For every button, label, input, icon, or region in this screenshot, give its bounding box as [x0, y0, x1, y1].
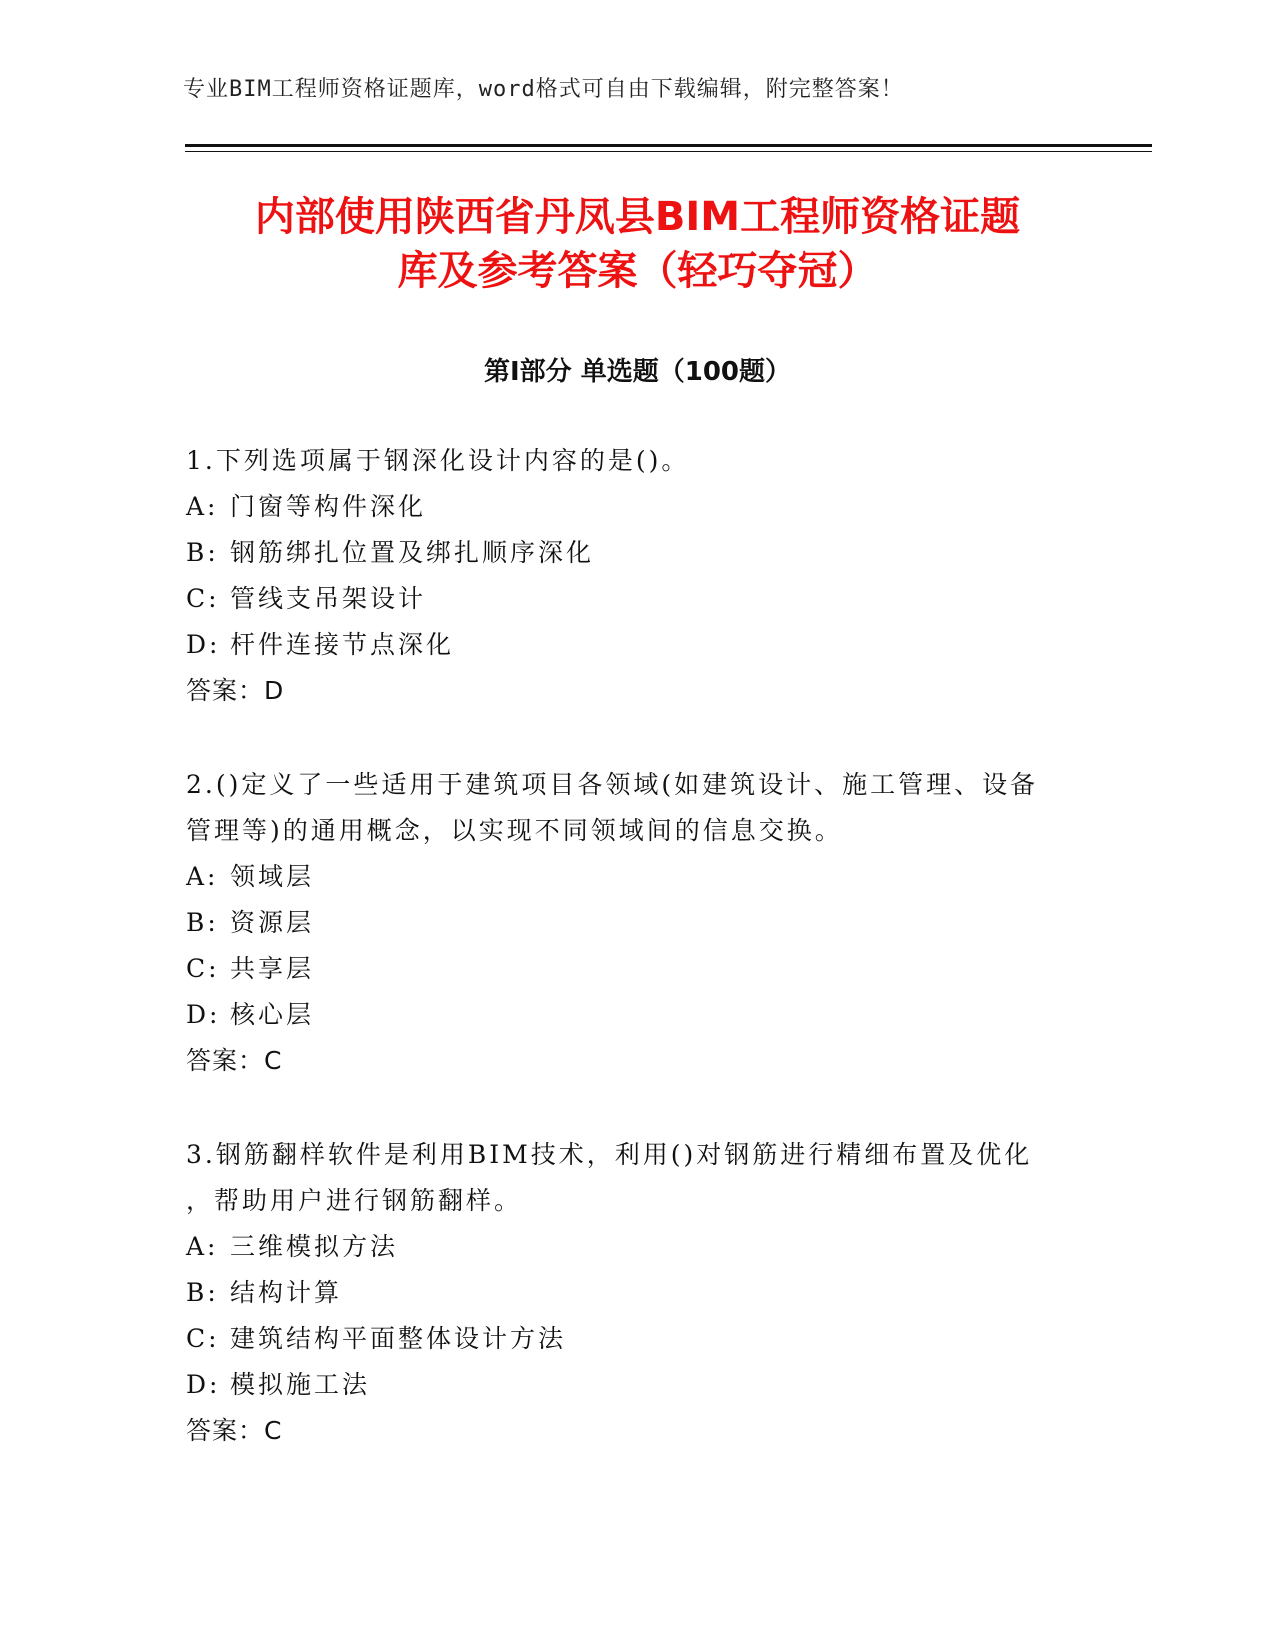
option-letter: C:	[186, 1324, 220, 1353]
document-title	[150, 190, 1125, 298]
header-divider-thick	[185, 144, 1152, 147]
option-b	[186, 530, 1086, 576]
question-2	[186, 762, 1086, 1084]
option-letter: B:	[186, 538, 219, 567]
option-letter: C:	[186, 954, 220, 983]
answer-value: C	[264, 1416, 283, 1445]
option-text: 核心层	[230, 1000, 315, 1029]
option-b	[186, 1270, 1086, 1316]
option-text: 共享层	[230, 954, 315, 983]
question-stem-line: ，帮助用户进行钢筋翻样。	[186, 1186, 523, 1215]
question-1	[186, 438, 1086, 714]
option-letter: D:	[186, 1000, 221, 1029]
option-d	[186, 992, 1086, 1038]
question-stem	[186, 1132, 1086, 1224]
question-list	[186, 438, 1086, 1502]
option-a	[186, 484, 1086, 530]
option-letter: B:	[186, 1278, 219, 1307]
option-text: 资源层	[230, 908, 315, 937]
option-text: 结构计算	[230, 1278, 343, 1307]
answer-prefix: 答案：	[186, 676, 265, 705]
question-stem-line: 3.钢筋翻样软件是利用BIM技术，利用()对钢筋进行精细布置及优化	[186, 1140, 1033, 1169]
question-stem-line: 管理等)的通用概念，以实现不同领域间的信息交换。	[186, 816, 843, 845]
option-letter: A:	[186, 492, 219, 521]
option-text: 门窗等构件深化	[230, 492, 427, 521]
section-title: 第Ⅰ部分 单选题（100题）	[484, 357, 791, 387]
option-letter: C:	[186, 584, 220, 613]
option-a	[186, 1224, 1086, 1270]
answer-line	[186, 1408, 1086, 1454]
answer-value: D	[264, 676, 285, 705]
option-letter: D:	[186, 1370, 221, 1399]
option-text: 钢筋绑扎位置及绑扎顺序深化	[230, 538, 595, 567]
answer-line	[186, 668, 1086, 714]
option-text: 建筑结构平面整体设计方法	[230, 1324, 567, 1353]
option-text: 三维模拟方法	[230, 1232, 399, 1261]
header-note: 专业BIM工程师资格证题库，word格式可自由下载编辑，附完整答案！	[183, 77, 904, 102]
option-text: 管线支吊架设计	[230, 584, 427, 613]
option-text: 模拟施工法	[230, 1370, 371, 1399]
answer-prefix: 答案：	[186, 1416, 265, 1445]
header-divider-thin	[185, 151, 1152, 152]
question-stem-line: 1.下列选项属于钢深化设计内容的是()。	[186, 446, 690, 475]
option-c	[186, 576, 1086, 622]
option-letter: A:	[186, 1232, 219, 1261]
question-stem-line: 2.()定义了一些适用于建筑项目各领域(如建筑设计、施工管理、设备	[186, 770, 1039, 799]
document-title-line-1: 内部使用陕西省丹凤县BIM工程师资格证题	[254, 194, 1021, 240]
answer-prefix: 答案：	[186, 1046, 265, 1075]
question-stem	[186, 438, 1086, 484]
answer-line	[186, 1038, 1086, 1084]
option-letter: B:	[186, 908, 219, 937]
option-c	[186, 946, 1086, 992]
option-d	[186, 622, 1086, 668]
answer-value: C	[264, 1046, 283, 1075]
question-3	[186, 1132, 1086, 1454]
document-title-line-2: 库及参考答案（轻巧夺冠）	[397, 248, 878, 294]
option-text: 领域层	[230, 862, 315, 891]
option-letter: D:	[186, 630, 221, 659]
option-d	[186, 1362, 1086, 1408]
option-c	[186, 1316, 1086, 1362]
option-a	[186, 854, 1086, 900]
option-b	[186, 900, 1086, 946]
question-stem	[186, 762, 1086, 854]
option-text: 杆件连接节点深化	[230, 630, 455, 659]
option-letter: A:	[186, 862, 219, 891]
